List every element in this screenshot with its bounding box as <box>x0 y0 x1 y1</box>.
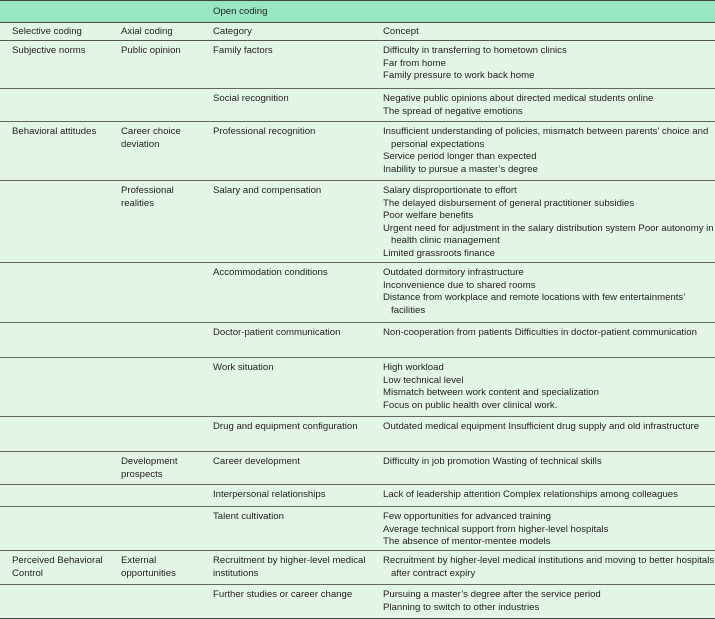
category-cell: Work situation <box>201 358 371 417</box>
selective-cell <box>0 323 109 358</box>
axial-cell <box>109 585 201 619</box>
concept-item: Insufficient understanding of policies, mismatch between parents’ choice and personal expectations <box>383 126 709 150</box>
concept-item: Salary disproportionate to effort <box>383 185 517 196</box>
axial-cell: Career choice deviation <box>109 122 201 181</box>
concept-item: Pursuing a master’s degree after the service period <box>383 589 601 600</box>
concept-item: Mismatch between work content and specialization <box>383 387 599 399</box>
axial-cell: Public opinion <box>109 41 201 89</box>
category-cell: Talent cultivation <box>201 507 371 551</box>
concept-item: Low technical level <box>383 374 464 386</box>
axial-cell <box>109 263 201 323</box>
concept-item: The spread of negative emotions <box>383 105 523 117</box>
concept-cell <box>371 263 715 323</box>
table-row <box>0 585 715 619</box>
table-row <box>0 41 715 89</box>
category-cell: Family factors <box>201 41 371 89</box>
table-row <box>0 417 715 452</box>
selective-cell <box>0 585 109 619</box>
concept-cell <box>371 507 715 551</box>
category-cell: Career development <box>201 452 371 485</box>
concept-item: Inconvenience due to shared rooms <box>383 279 536 291</box>
axial-cell: Development prospects <box>109 452 201 485</box>
concept-item: Outdated dormitory infrastructure <box>383 267 524 278</box>
concept-item: The absence of mentor-mentee models <box>383 536 551 548</box>
selective-cell: Behavioral attitudes <box>0 122 109 181</box>
category-cell: Accommodation conditions <box>201 263 371 323</box>
category-cell: Recruitment by higher-level medical institutions <box>201 551 371 585</box>
axial-cell: Professional realities <box>109 181 201 263</box>
concept-item: Negative public opinions about directed medical students online <box>383 93 654 104</box>
category-cell: Professional recognition <box>201 122 371 181</box>
concept-cell <box>371 122 715 181</box>
table-row <box>0 122 715 181</box>
axial-cell: External opportunities <box>109 551 201 585</box>
concept-item: Few opportunities for advanced training <box>383 511 551 522</box>
concept-item: Planning to switch to other industries <box>383 601 540 613</box>
axial-cell <box>109 417 201 452</box>
axial-cell <box>109 358 201 417</box>
concept-item: Urgent need for adjustment in the salary distribution system Poor autonomy in health clinic management <box>383 222 714 247</box>
table-row <box>0 485 715 507</box>
selective-cell <box>0 263 109 323</box>
concept-item: Recruitment by higher-level medical institutions and moving to better hospitals after contract expiry <box>383 555 715 579</box>
concept-item: Outdated medical equipment Insufficient drug supply and old infrastructure <box>383 421 700 432</box>
concept-cell <box>371 485 715 507</box>
concept-item: Difficulty in transferring to hometown clinics <box>383 45 567 56</box>
category-cell: Drug and equipment configuration <box>201 417 371 452</box>
category-cell: Doctor-patient communication <box>201 323 371 358</box>
column-header: Selective coding <box>0 23 109 41</box>
table-row <box>0 323 715 358</box>
column-header-row <box>0 23 715 41</box>
concept-cell <box>371 452 715 485</box>
selective-cell <box>0 417 109 452</box>
concept-item: Far from home <box>383 57 446 69</box>
selective-cell <box>0 358 109 417</box>
concept-cell <box>371 417 715 452</box>
axial-cell <box>109 89 201 122</box>
axial-cell <box>109 485 201 507</box>
column-header: Concept <box>371 23 715 41</box>
table-row <box>0 452 715 485</box>
table-row <box>0 507 715 551</box>
category-cell: Salary and compensation <box>201 181 371 263</box>
selective-cell: Perceived Behavioral Control <box>0 551 109 585</box>
category-cell: Interpersonal relationships <box>201 485 371 507</box>
selective-cell <box>0 89 109 122</box>
axial-cell <box>109 323 201 358</box>
concept-cell <box>371 41 715 89</box>
table-row <box>0 551 715 585</box>
concept-cell <box>371 358 715 417</box>
concept-cell <box>371 323 715 358</box>
axial-cell <box>109 507 201 551</box>
concept-item: Limited grassroots finance <box>383 247 495 259</box>
column-header: Axial coding <box>109 23 201 41</box>
concept-item: Inability to pursue a master’s degree <box>383 163 538 175</box>
column-header: Category <box>201 23 371 41</box>
concept-item: Difficulty in job promotion Wasting of technical skills <box>383 456 602 467</box>
open-coding-header: Open coding <box>201 1 715 23</box>
selective-cell: Subjective norms <box>0 41 109 89</box>
concept-item: Poor welfare benefits <box>383 210 474 222</box>
selective-cell <box>0 485 109 507</box>
group-header-row <box>0 1 715 23</box>
table-row <box>0 358 715 417</box>
selective-cell <box>0 181 109 263</box>
concept-item: Distance from workplace and remote locations with few entertainments’ facilities <box>383 292 685 316</box>
concept-item: Service period longer than expected <box>383 151 537 163</box>
table-row <box>0 263 715 323</box>
concept-cell <box>371 181 715 263</box>
concept-item: Non-cooperation from patients Difficulties in doctor-patient communication <box>383 327 697 338</box>
table-row <box>0 181 715 263</box>
category-cell: Further studies or career change <box>201 585 371 619</box>
concept-item: Average technical support from higher-level hospitals <box>383 523 609 535</box>
concept-cell <box>371 89 715 122</box>
concept-item: The delayed disbursement of general practitioner subsidies <box>383 197 635 209</box>
selective-cell <box>0 507 109 551</box>
selective-cell <box>0 452 109 485</box>
concept-item: Lack of leadership attention Complex relationships among colleagues <box>383 489 678 500</box>
concept-cell <box>371 551 715 585</box>
concept-cell <box>371 585 715 619</box>
table-row <box>0 89 715 122</box>
concept-item: Focus on public health over clinical work. <box>383 399 558 411</box>
concept-item: Family pressure to work back home <box>383 70 535 82</box>
category-cell: Social recognition <box>201 89 371 122</box>
concept-item: High workload <box>383 362 444 373</box>
